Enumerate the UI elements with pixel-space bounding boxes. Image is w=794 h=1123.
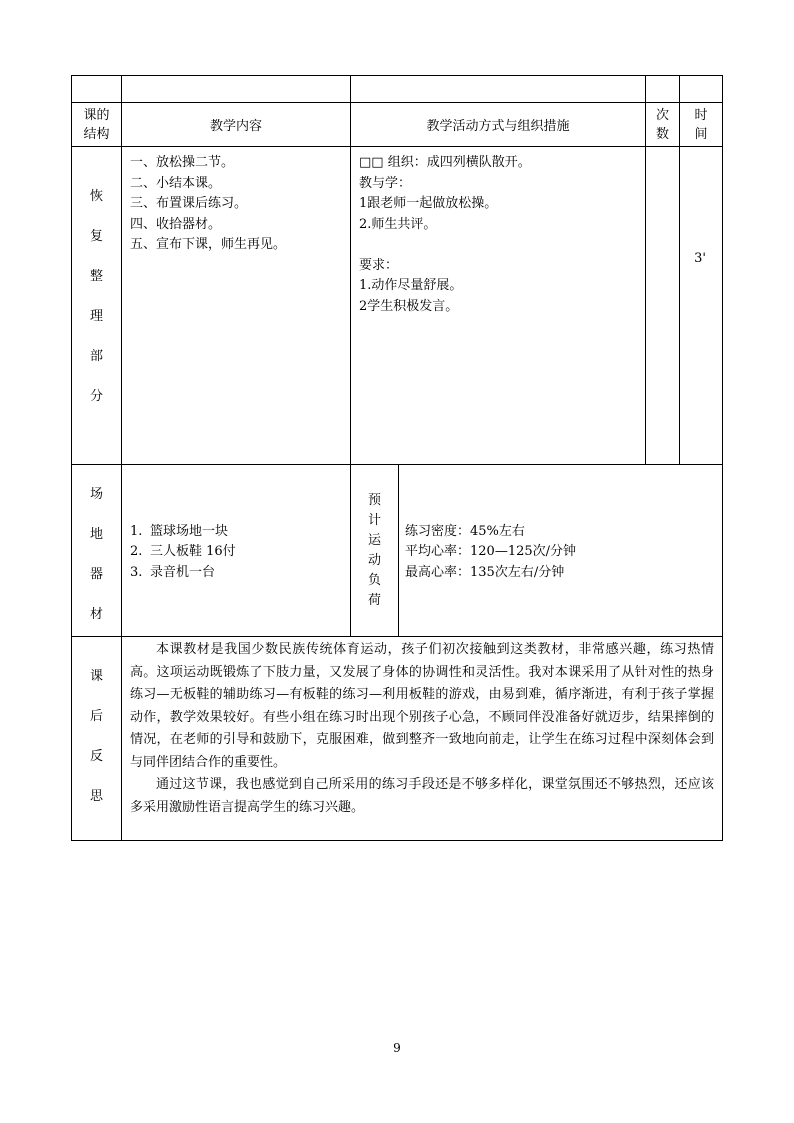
recovery-time: 3' [694,251,706,266]
load-label-char: 预 [367,492,381,508]
lesson-plan-table [71,75,723,841]
load-values-cell [399,465,723,637]
venue-item-number: 3. [130,564,143,580]
venue-label-cell [72,465,122,637]
venue-item-text: 录音机一台 [150,564,216,580]
reflection-row [72,637,723,841]
recovery-label-char: 理 [89,309,103,324]
recovery-label-char: 部 [89,349,103,364]
recovery-content-item: 五、宣布下课，师生再见。 [130,237,287,252]
recovery-label [72,147,121,417]
venue-label-char: 材 [89,607,103,622]
load-label-cell [351,465,399,637]
header-structure [72,103,122,147]
teach-item: 1跟老师一起做放松操。 [359,196,498,211]
requirement-title: 要求： [359,257,399,273]
venue-items-cell [122,465,351,637]
load-label-char: 负 [367,572,381,588]
venue-item-text: 三人板鞋 16付 [150,544,236,560]
reflection-label-char: 反 [89,749,103,764]
venue-row [72,465,723,637]
header-times-text: 次数 [655,107,669,142]
venue-item [130,542,350,563]
reflection-paragraph: 通过这节课，我也感觉到自己所采用的练习手段还是不够多样化，课堂氛围还不够热烈，还应该多采用激励性语言提高学生的练习兴趣。 [130,777,714,815]
recovery-label-cell [72,147,122,465]
header-times [646,103,680,147]
header-structure-text: 课的结构 [83,107,110,142]
teach-item: 2.师生共评。 [359,216,437,232]
organization-text: □□ 组织：成四列横队散开。 [359,155,531,170]
reflection-paragraph: 本课教材是我国少数民族传统体育运动，孩子们初次接触到这类教材，非常感兴趣，练习热情高。这项运动既锻炼了下肢力量，又发展了身体的协调性和灵活性。我对本课采用了从针对性的热身练习—无板鞋的辅助练习—有板鞋的练习—利用板鞋的游戏，由易到难，循序渐进，有利于孩子掌握动作，教学效果较好。有些小组在练习时出现个别孩子心急，不顾同伴没准备好就迈步，结果摔倒的情况，在老师的引导和鼓励下，克服困难，做到整齐一致地向前走，让学生在练习过程中深刻体会到与同伴团结合作的重要性。 [130,642,714,770]
recovery-label-char: 分 [89,389,103,404]
recovery-content-cell [122,147,351,465]
reflection-label [72,637,121,817]
load-label-char: 荷 [367,592,381,608]
venue-label-char: 场 [89,487,103,502]
recovery-time-cell [680,147,723,465]
header-row [72,103,723,147]
header-content: 教学内容 [122,103,351,147]
venue-items-list [122,522,350,584]
recovery-row [72,147,723,465]
recovery-activity-cell [351,147,646,465]
recovery-content-item: 一、放松操二节。 [130,155,235,170]
requirement-item: 2学生积极发言。 [359,298,459,314]
recovery-content-item: 二、小结本课。 [130,175,222,191]
load-value-item: 练习密度：45%左右 [405,523,525,539]
load-values-list [399,522,722,584]
blank-cell [680,76,723,103]
recovery-label-char: 整 [89,269,103,284]
blank-cell [122,76,351,103]
blank-cell [72,76,122,103]
venue-item [130,563,350,584]
load-label [351,465,398,636]
teach-title: 教与学： [359,175,412,191]
reflection-text [122,637,722,819]
recovery-activity [359,153,645,317]
recovery-label-char: 恢 [89,189,103,204]
venue-item-text: 篮球场地一块 [150,523,229,539]
venue-item-number: 2. [130,544,143,560]
load-value-item: 平均心率：120—125次/分钟 [405,544,577,560]
load-label-char: 动 [367,552,381,568]
recovery-content-list [130,153,350,256]
reflection-label-cell [72,637,122,841]
venue-label [72,465,121,635]
reflection-label-char: 后 [89,709,103,724]
recovery-content-item: 三、布置课后练习。 [130,196,248,211]
header-time-text: 时间 [694,107,708,142]
reflection-label-char: 课 [89,669,103,684]
load-label-char: 运 [367,532,381,548]
load-value-item: 最高心率：135次左右/分钟 [405,564,565,580]
venue-item [130,522,350,543]
blank-top-row [72,76,723,103]
load-label-char: 计 [367,512,381,528]
page-number: 9 [393,1041,401,1055]
recovery-label-char: 复 [89,229,103,244]
blank-cell [646,76,680,103]
blank-cell [351,76,646,103]
venue-item-number: 1. [130,523,143,539]
recovery-times-cell [646,147,680,465]
reflection-text-cell [122,637,723,841]
recovery-content-item: 四、收拾器材。 [130,216,222,232]
venue-label-char: 地 [89,527,103,542]
venue-label-char: 器 [89,567,103,582]
header-activity: 教学活动方式与组织措施 [351,103,646,147]
header-time [680,103,723,147]
reflection-label-char: 思 [89,789,103,804]
requirement-item: 1.动作尽量舒展。 [359,278,463,293]
